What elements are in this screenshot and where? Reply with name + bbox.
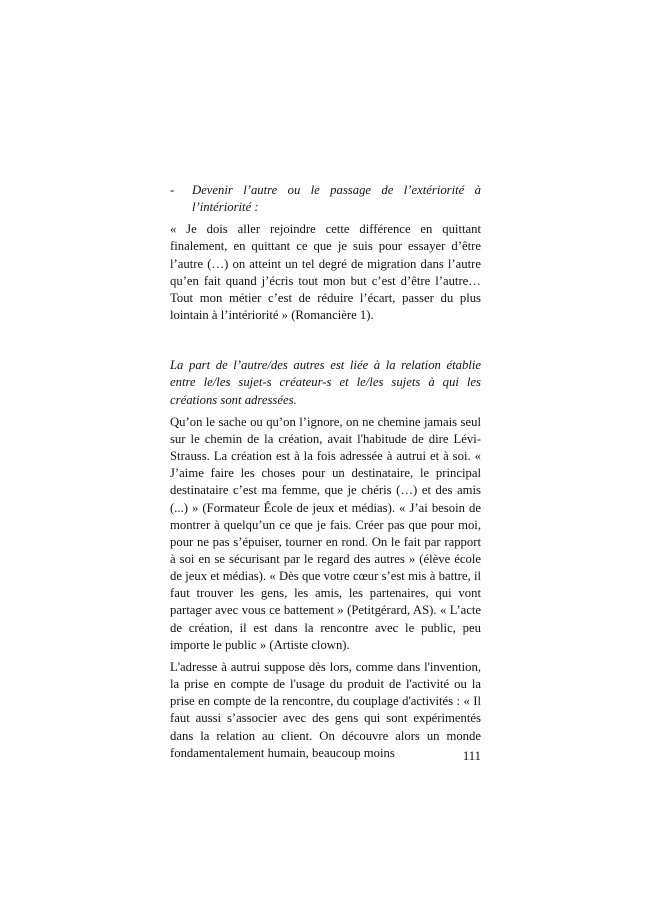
body-paragraph-creation: Qu’on le sache ou qu’on l’ignore, on ne chemine jamais seul sur le chemin de la création, avait l'habitude de dire Lévi-Strauss. La création est à la fois adressée à autrui et à soi. « J’aime faire les choses pour un destinataire, le principal destinataire c’est ma femme, que je chéris (…) et des amis (...) » (Formateur École de jeux et médias). « J’ai besoin de montrer à quelqu’un ce que je fais. Créer pas que pour moi, pour ne pas s’épuiser, tourner en rond. On le fait par rapport à soi en se sécurisant par le regard des autres » (élève école de jeux et médias). « Dès que votre cœur s’est mis à battre, il faut trouver les gens, les amis, les partenaires, qui vont partager avec vous ce battement » (Petitgérard, AS). « L’acte de création, il est dans la rencontre avec le public, peu importe le public » (Artiste clown).: [170, 414, 481, 652]
section-gap: [170, 329, 481, 357]
list-dash: -: [170, 183, 175, 197]
section-intro-italic: La part de l’autre/des autres est liée à la relation établie entre le/les sujet-s créateur-s et le/les sujets à qui les créations sont adressées.: [170, 358, 481, 407]
page-number: 111: [462, 749, 481, 763]
list-item-text: Devenir l’autre ou le passage de l’extériorité à l’intériorité :: [192, 183, 481, 215]
quote-paragraph-romanciere: « Je dois aller rejoindre cette différence en quittant finalement, en quittant ce que je suis pour essayer d’être l’autre (…) on atteint un tel degré de migration dans l’autre qu’en fait quand j’écris tout mon but c’est d’être l’autre… Tout mon métier c’est de réduire l’écart, passer du plus lointain à l’intériorité » (Romancière 1).: [170, 222, 481, 323]
list-item-heading: [170, 182, 481, 216]
body-paragraph-adresse: L'adresse à autrui suppose dès lors, comme dans l'invention, la prise en compte de l'usage du produit de l'activité ou la prise en compte de la rencontre, du couplage d'activités : « Il faut aussi s’associer avec des gens qui sont expérimentés dans la relation au client. On découvre alors un monde fondamentalement humain, beaucoup moins: [170, 659, 481, 760]
text-column: [170, 182, 481, 767]
